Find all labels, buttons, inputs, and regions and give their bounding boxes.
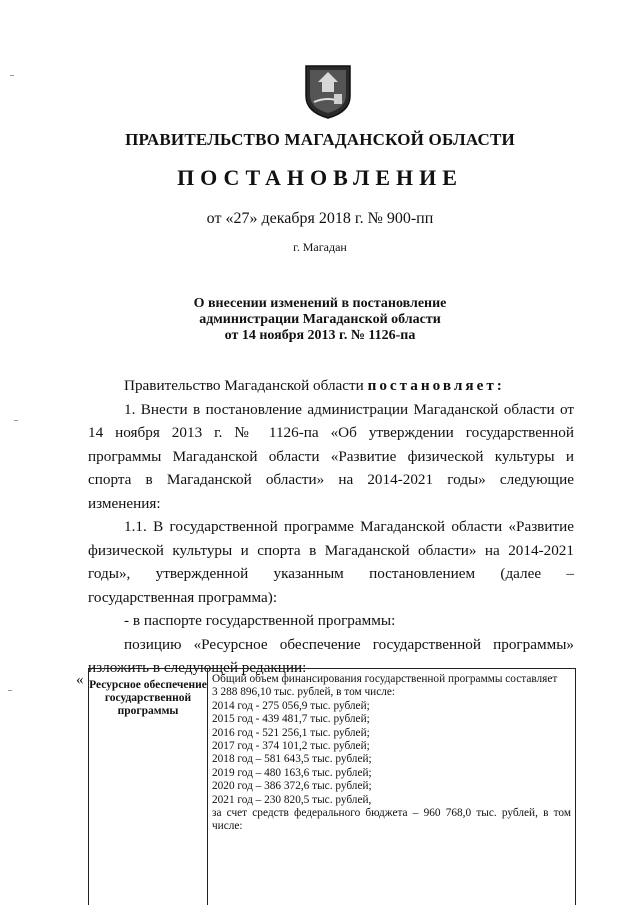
decree-subject bbox=[0, 296, 640, 344]
funding-line: 2017 год - 374 101,2 тыс. рублей; bbox=[212, 740, 370, 753]
funding-table bbox=[88, 668, 576, 905]
document-type: ПОСТАНОВЛЕНИЕ bbox=[177, 165, 463, 190]
funding-line: 2016 год - 521 256,1 тыс. рублей; bbox=[212, 726, 370, 739]
decree-date-number: от «27» декабря 2018 г. № 900-пп bbox=[206, 210, 434, 227]
scan-mark bbox=[10, 75, 14, 76]
funding-line: 2018 год – 581 643,5 тыс. рублей; bbox=[212, 753, 372, 766]
body-paragraph: - в паспорте государственной программы: bbox=[124, 612, 396, 629]
body-paragraph: 1. Внести в постановление администрации Магаданской области от 14 ноября 2013 г. № 1126-па «Об утверждении государственной программы Магаданской области «Развитие физической культуры и спорта в Магаданской области» на 2014-2021 годы» следующие изменения: bbox=[88, 400, 574, 512]
city: г. Магадан bbox=[293, 240, 347, 254]
funding-line: 2020 год – 386 372,6 тыс. рублей; bbox=[212, 780, 372, 793]
decree-body bbox=[88, 374, 574, 680]
subject-line: от 14 ноября 2013 г. № 1126-па bbox=[224, 328, 416, 343]
body-paragraph bbox=[88, 374, 574, 398]
funding-line: 2014 год - 275 056,9 тыс. рублей; bbox=[212, 699, 370, 712]
funding-line: Общий объем финансирования государственной программы составляет bbox=[212, 673, 558, 685]
scan-mark bbox=[14, 420, 18, 421]
coat-of-arms-icon bbox=[300, 62, 356, 120]
table-value-cell bbox=[208, 669, 575, 905]
funding-line: 2019 год – 480 163,6 тыс. рублей; bbox=[212, 766, 372, 779]
funding-line: 3 288 896,10 тыс. рублей, в том числе: bbox=[212, 686, 396, 699]
funding-line: за счет средств федерального бюджета – 960 768,0 тыс. рублей, в том числе: bbox=[212, 807, 571, 833]
body-paragraph: 1.1. В государственной программе Магаданской области «Развитие физической культуры и спорта в Магаданской области» на 2014-2021 годы», утвержденной указанным постановлением (далее – государственная программа): bbox=[88, 518, 574, 606]
funding-line: 2015 год - 439 481,7 тыс. рублей; bbox=[212, 713, 370, 726]
scan-mark bbox=[8, 690, 12, 691]
government-title: ПРАВИТЕЛЬСТВО МАГАДАНСКОЙ ОБЛАСТИ bbox=[125, 130, 515, 149]
preamble-text: Правительство Магаданской области bbox=[124, 377, 368, 394]
body-paragraph: позицию «Ресурсное обеспечение государственной программы» изложить в следующей редакции: bbox=[88, 635, 574, 676]
table-label-cell: Ресурсное обеспечение государственной программы bbox=[89, 669, 208, 905]
funding-line: 2021 год – 230 820,5 тыс. рублей, bbox=[212, 793, 372, 806]
subject-line: О внесении изменений в постановление bbox=[193, 296, 447, 311]
resolves-word: постановляет: bbox=[367, 377, 505, 394]
open-quote: « bbox=[76, 672, 84, 688]
subject-line: администрации Магаданской области bbox=[199, 312, 441, 327]
